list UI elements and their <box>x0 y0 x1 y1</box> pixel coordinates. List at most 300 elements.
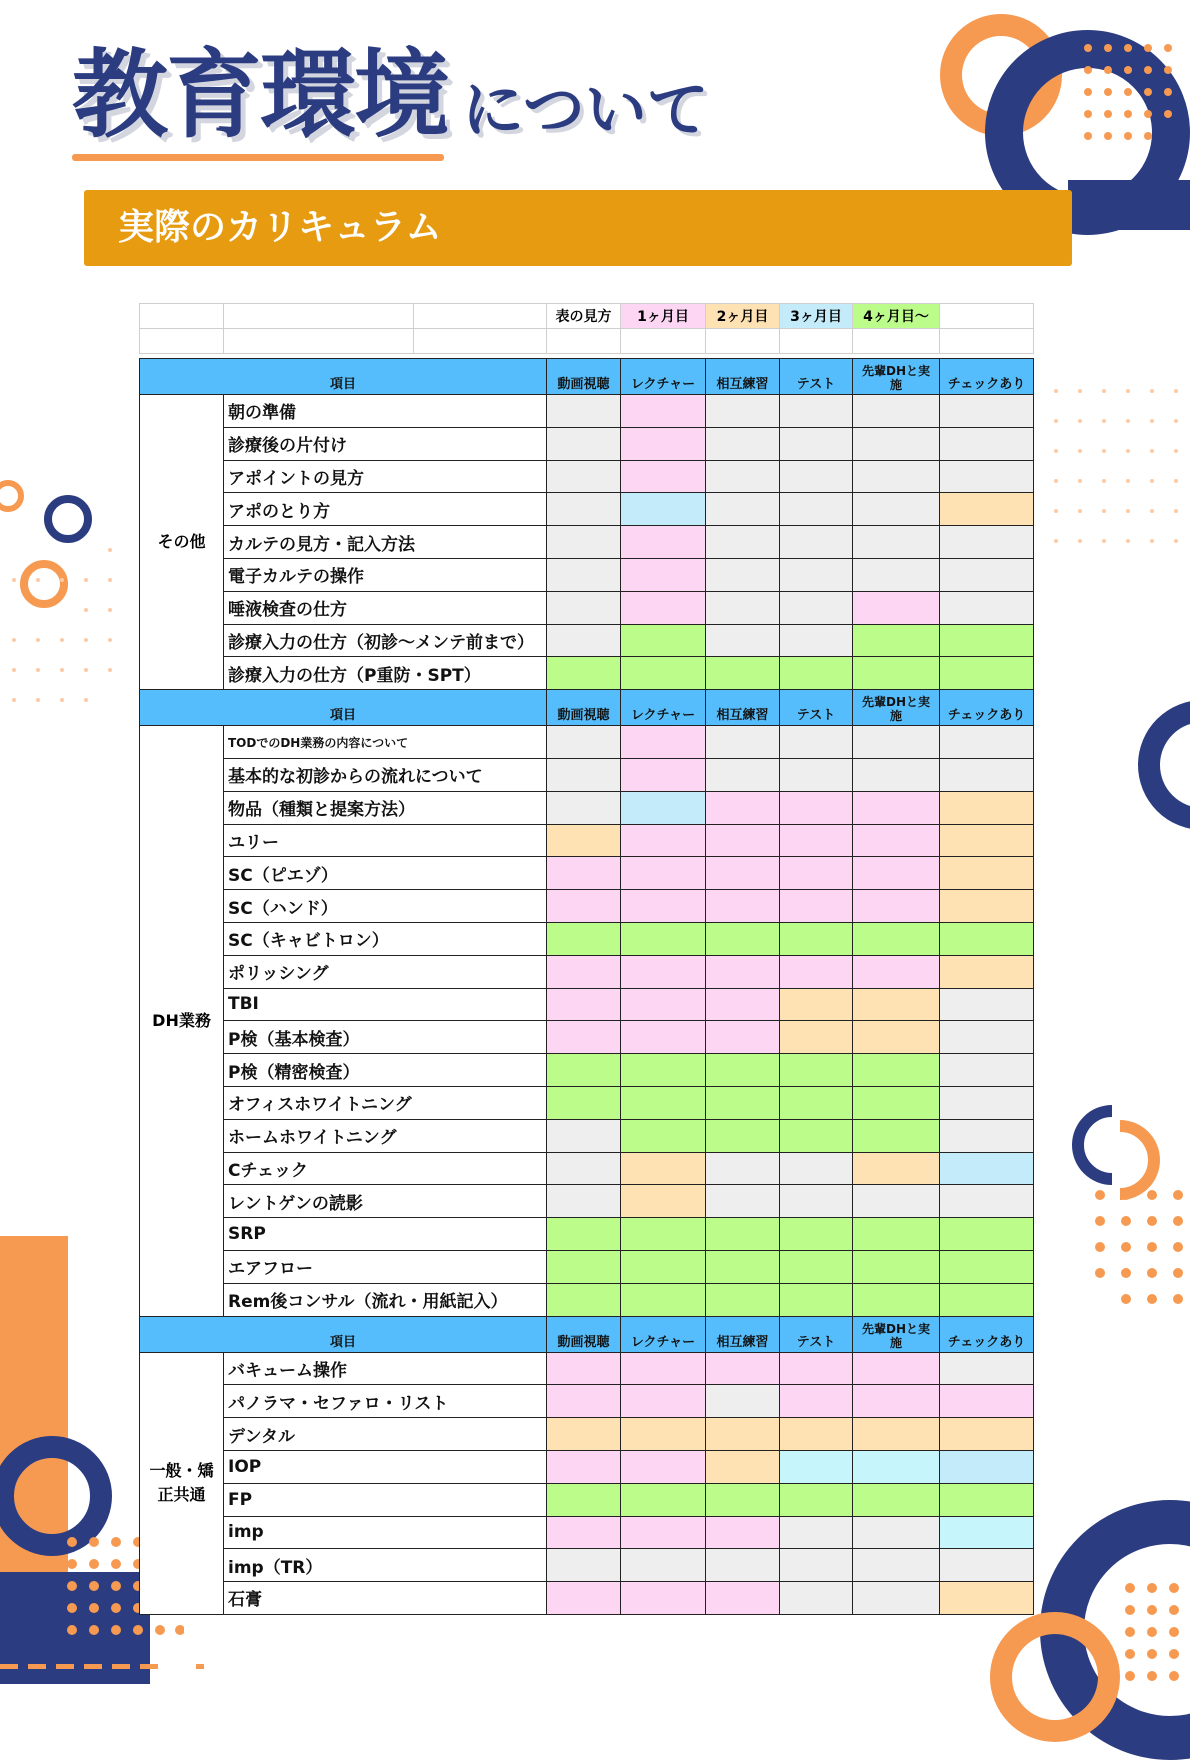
stage-cell <box>940 857 1034 890</box>
stage-cell <box>940 890 1034 923</box>
stage-cell <box>940 1119 1034 1152</box>
stage-cell <box>940 526 1034 559</box>
table-row <box>140 1152 1034 1185</box>
decor-dots-top <box>1080 40 1190 155</box>
stage-cell <box>780 791 853 824</box>
stage-cell <box>940 493 1034 526</box>
stage-cell <box>621 1185 706 1218</box>
item-label: エアフロー <box>224 1250 547 1283</box>
stage-cell <box>853 1582 940 1615</box>
stage-cell <box>940 1483 1034 1516</box>
stage-cell <box>853 791 940 824</box>
stage-cell <box>780 460 853 493</box>
legend-blank <box>414 329 547 354</box>
stage-cell <box>853 1054 940 1087</box>
stage-cell <box>621 791 706 824</box>
stage-cell <box>780 1352 853 1385</box>
section-banner <box>84 190 1072 266</box>
table-row <box>140 1352 1034 1385</box>
stage-cell <box>780 1549 853 1582</box>
stage-cell <box>706 1250 780 1283</box>
item-label: FP <box>224 1483 547 1516</box>
stage-cell <box>780 988 853 1021</box>
stage-cell <box>706 1352 780 1385</box>
stage-cell <box>940 1549 1034 1582</box>
stage-cell <box>940 1450 1034 1483</box>
stage-cell <box>547 1054 621 1087</box>
stage-cell <box>706 558 780 591</box>
stage-cell <box>706 395 780 428</box>
header-stage: チェックあり <box>940 690 1034 726</box>
stage-cell <box>853 1185 940 1218</box>
stage-cell <box>706 1450 780 1483</box>
stage-cell <box>853 1483 940 1516</box>
table-row <box>140 1086 1034 1119</box>
stage-cell <box>940 657 1034 690</box>
stage-cell <box>940 1250 1034 1283</box>
category-label: DH業務 <box>140 726 224 1316</box>
section-header-row <box>140 1316 1034 1352</box>
stage-cell <box>940 988 1034 1021</box>
stage-cell <box>706 1385 780 1418</box>
stage-cell <box>940 791 1034 824</box>
header-stage: 相互練習 <box>706 359 780 395</box>
item-label: オフィスホワイトニング <box>224 1086 547 1119</box>
stage-cell <box>547 1119 621 1152</box>
stage-cell <box>706 1021 780 1054</box>
stage-cell <box>780 1119 853 1152</box>
item-label: TBI <box>224 988 547 1021</box>
page-title-suffix: について <box>462 73 709 146</box>
stage-cell <box>780 558 853 591</box>
stage-cell <box>780 427 853 460</box>
stage-cell <box>853 988 940 1021</box>
table-row <box>140 922 1034 955</box>
decor-ring-navy-right-mid <box>1138 700 1190 830</box>
stage-cell <box>621 922 706 955</box>
item-label: IOP <box>224 1450 547 1483</box>
stage-cell <box>853 1352 940 1385</box>
stage-cell <box>706 1218 780 1251</box>
table-row <box>140 791 1034 824</box>
stage-cell <box>780 657 853 690</box>
stage-cell <box>780 1516 853 1549</box>
stage-cell <box>780 526 853 559</box>
table-row <box>140 988 1034 1021</box>
header-stage: 動画視聴 <box>547 359 621 395</box>
stage-cell <box>853 657 940 690</box>
item-label: パノラマ・セファロ・リスト <box>224 1385 547 1418</box>
stage-cell <box>940 726 1034 759</box>
item-label: アポのとり方 <box>224 493 547 526</box>
stage-cell <box>547 1250 621 1283</box>
stage-cell <box>780 726 853 759</box>
item-label: 診療後の片付け <box>224 427 547 460</box>
stage-cell <box>547 1385 621 1418</box>
stage-cell <box>621 1516 706 1549</box>
stage-cell <box>853 1218 940 1251</box>
table-row <box>140 1185 1034 1218</box>
item-label: 唾液検査の仕方 <box>224 591 547 624</box>
table-row <box>140 726 1034 759</box>
stage-cell <box>940 624 1034 657</box>
stage-cell <box>621 955 706 988</box>
item-label: 基本的な初診からの流れについて <box>224 758 547 791</box>
stage-cell <box>621 1450 706 1483</box>
stage-cell <box>853 1418 940 1451</box>
table-row <box>140 758 1034 791</box>
stage-cell <box>547 1185 621 1218</box>
stage-cell <box>706 1283 780 1316</box>
stage-cell <box>547 890 621 923</box>
stage-cell <box>547 526 621 559</box>
item-label: ユリー <box>224 824 547 857</box>
stage-cell <box>621 1418 706 1451</box>
stage-cell <box>853 1450 940 1483</box>
stage-cell <box>547 460 621 493</box>
stage-cell <box>780 1054 853 1087</box>
item-label: P検（基本検査） <box>224 1021 547 1054</box>
table-row <box>140 624 1034 657</box>
item-label: カルテの見方・記入方法 <box>224 526 547 559</box>
stage-cell <box>853 890 940 923</box>
header-stage: 相互練習 <box>706 1316 780 1352</box>
legend-blank <box>940 329 1034 354</box>
stage-cell <box>940 955 1034 988</box>
page-title: 教育環境 <box>72 39 448 151</box>
stage-cell <box>706 1086 780 1119</box>
stage-cell <box>706 857 780 890</box>
stage-cell <box>780 624 853 657</box>
stage-cell <box>706 1152 780 1185</box>
stage-cell <box>547 758 621 791</box>
stage-cell <box>547 1218 621 1251</box>
stage-cell <box>621 558 706 591</box>
table-row <box>140 955 1034 988</box>
header-stage: 相互練習 <box>706 690 780 726</box>
legend-blank <box>140 304 224 329</box>
stage-cell <box>547 1283 621 1316</box>
item-label: SC（ハンド） <box>224 890 547 923</box>
stage-cell <box>940 460 1034 493</box>
stage-cell <box>853 1250 940 1283</box>
stage-cell <box>706 726 780 759</box>
decor-dots-right-lower <box>1090 1185 1190 1325</box>
category-label: その他 <box>140 395 224 690</box>
stage-cell <box>706 1549 780 1582</box>
stage-cell <box>706 591 780 624</box>
item-label: SRP <box>224 1218 547 1251</box>
stage-cell <box>706 1119 780 1152</box>
stage-cell <box>547 427 621 460</box>
stage-cell <box>621 657 706 690</box>
stage-cell <box>853 1385 940 1418</box>
legend-blank <box>706 329 780 354</box>
stage-cell <box>853 955 940 988</box>
stage-cell <box>780 1483 853 1516</box>
table-row <box>140 1385 1034 1418</box>
stage-cell <box>853 857 940 890</box>
stage-cell <box>706 1516 780 1549</box>
legend-month: 1ヶ月目 <box>621 304 706 329</box>
item-label: デンタル <box>224 1418 547 1451</box>
stage-cell <box>780 1086 853 1119</box>
stage-cell <box>706 758 780 791</box>
stage-cell <box>940 922 1034 955</box>
stage-cell <box>621 1582 706 1615</box>
header-stage: テスト <box>780 690 853 726</box>
stage-cell <box>706 1054 780 1087</box>
stage-cell <box>940 1021 1034 1054</box>
item-label: 石膏 <box>224 1582 547 1615</box>
header-item: 項目 <box>140 359 547 395</box>
stage-cell <box>706 1483 780 1516</box>
stage-cell <box>853 1021 940 1054</box>
stage-cell <box>706 890 780 923</box>
stage-cell <box>780 1450 853 1483</box>
table-row <box>140 558 1034 591</box>
legend-key-label: 表の見方 <box>547 304 621 329</box>
item-label: アポイントの見方 <box>224 460 547 493</box>
stage-cell <box>706 1582 780 1615</box>
table-row <box>140 460 1034 493</box>
stage-cell <box>706 1185 780 1218</box>
item-label: 診療入力の仕方（P重防・SPT） <box>224 657 547 690</box>
stage-cell <box>940 1054 1034 1087</box>
item-label: 物品（種類と提案方法） <box>224 791 547 824</box>
stage-cell <box>940 591 1034 624</box>
stage-cell <box>547 988 621 1021</box>
stage-cell <box>621 1385 706 1418</box>
stage-cell <box>853 427 940 460</box>
stage-cell <box>547 955 621 988</box>
stage-cell <box>780 1218 853 1251</box>
legend-blank <box>547 329 621 354</box>
legend-blank <box>140 329 224 354</box>
stage-cell <box>940 1385 1034 1418</box>
item-label: 診療入力の仕方（初診〜メンテ前まで） <box>224 624 547 657</box>
item-label: P検（精密検査） <box>224 1054 547 1087</box>
stage-cell <box>621 726 706 759</box>
stage-cell <box>853 1086 940 1119</box>
stage-cell <box>621 395 706 428</box>
stage-cell <box>547 558 621 591</box>
stage-cell <box>853 395 940 428</box>
stage-cell <box>621 1283 706 1316</box>
stage-cell <box>621 591 706 624</box>
stage-cell <box>780 758 853 791</box>
section-header-row <box>140 359 1034 395</box>
legend-blank <box>780 329 853 354</box>
stage-cell <box>853 1516 940 1549</box>
stage-cell <box>940 1352 1034 1385</box>
stage-cell <box>780 493 853 526</box>
stage-cell <box>547 657 621 690</box>
header-stage: チェックあり <box>940 1316 1034 1352</box>
legend-row <box>140 304 1034 329</box>
stage-cell <box>853 493 940 526</box>
stage-cell <box>706 460 780 493</box>
stage-cell <box>780 1185 853 1218</box>
stage-cell <box>706 427 780 460</box>
stage-cell <box>853 460 940 493</box>
legend-blank <box>414 304 547 329</box>
stage-cell <box>547 591 621 624</box>
stage-cell <box>547 791 621 824</box>
decor-dash-line-bottom <box>0 1664 210 1672</box>
stage-cell <box>547 624 621 657</box>
stage-cell <box>780 857 853 890</box>
stage-cell <box>547 1450 621 1483</box>
stage-cell <box>780 955 853 988</box>
table-row <box>140 1218 1034 1251</box>
stage-cell <box>547 726 621 759</box>
stage-cell <box>940 558 1034 591</box>
stage-cell <box>853 1283 940 1316</box>
stage-cell <box>853 1152 940 1185</box>
stage-cell <box>940 1218 1034 1251</box>
stage-cell <box>940 824 1034 857</box>
stage-cell <box>706 922 780 955</box>
stage-cell <box>621 1086 706 1119</box>
stage-cell <box>780 1021 853 1054</box>
table-row <box>140 1549 1034 1582</box>
header-item: 項目 <box>140 690 547 726</box>
stage-cell <box>547 1086 621 1119</box>
stage-cell <box>621 460 706 493</box>
stage-cell <box>547 493 621 526</box>
stage-cell <box>547 1152 621 1185</box>
decor-dots-bottom-right <box>1120 1580 1190 1684</box>
legend-month: 4ヶ月目〜 <box>853 304 940 329</box>
stage-cell <box>621 1218 706 1251</box>
stage-cell <box>780 591 853 624</box>
stage-cell <box>940 1152 1034 1185</box>
item-label: ポリッシング <box>224 955 547 988</box>
item-label: SC（キャビトロン） <box>224 922 547 955</box>
item-label: imp（TR） <box>224 1549 547 1582</box>
stage-cell <box>780 395 853 428</box>
decor-ring-orange-bottom-right <box>990 1612 1120 1742</box>
stage-cell <box>547 1021 621 1054</box>
stage-cell <box>940 1185 1034 1218</box>
legend-blank <box>853 329 940 354</box>
decor-ring-orange-left-small <box>0 480 24 512</box>
stage-cell <box>853 1119 940 1152</box>
item-label: SC（ピエゾ） <box>224 857 547 890</box>
table-row <box>140 824 1034 857</box>
stage-cell <box>621 1549 706 1582</box>
table-row <box>140 1450 1034 1483</box>
stage-cell <box>621 1021 706 1054</box>
table-row <box>140 1021 1034 1054</box>
stage-cell <box>853 558 940 591</box>
stage-cell <box>853 758 940 791</box>
stage-cell <box>940 1418 1034 1451</box>
header-stage: レクチャー <box>621 359 706 395</box>
header-stage: チェックあり <box>940 359 1034 395</box>
stage-cell <box>780 890 853 923</box>
curriculum-table <box>139 303 1034 1615</box>
stage-cell <box>780 1283 853 1316</box>
stage-cell <box>706 1418 780 1451</box>
stage-cell <box>621 824 706 857</box>
item-label: ホームホワイトニング <box>224 1119 547 1152</box>
legend-blank <box>940 304 1034 329</box>
table-row <box>140 395 1034 428</box>
stage-cell <box>547 824 621 857</box>
stage-cell <box>706 988 780 1021</box>
item-label: imp <box>224 1516 547 1549</box>
legend-blank <box>224 304 414 329</box>
stage-cell <box>940 395 1034 428</box>
section-banner-label: 実際のカリキュラム <box>118 207 442 248</box>
table-row <box>140 1119 1034 1152</box>
stage-cell <box>853 922 940 955</box>
table-row <box>140 1516 1034 1549</box>
stage-cell <box>621 857 706 890</box>
stage-cell <box>621 890 706 923</box>
stage-cell <box>780 1418 853 1451</box>
stage-cell <box>621 758 706 791</box>
stage-cell <box>621 526 706 559</box>
header-stage: 先輩DHと実施 <box>853 359 940 395</box>
stage-cell <box>621 1152 706 1185</box>
header-stage: テスト <box>780 359 853 395</box>
stage-cell <box>780 922 853 955</box>
category-label: 一般・矯正共通 <box>140 1352 224 1614</box>
stage-cell <box>706 657 780 690</box>
header-stage: 動画視聴 <box>547 1316 621 1352</box>
stage-cell <box>621 988 706 1021</box>
stage-cell <box>621 1119 706 1152</box>
table-row <box>140 857 1034 890</box>
legend-blank-row <box>140 329 1034 354</box>
stage-cell <box>780 1152 853 1185</box>
item-label: TODでのDH業務の内容について <box>224 726 547 759</box>
stage-cell <box>547 1418 621 1451</box>
stage-cell <box>706 824 780 857</box>
item-label: Rem後コンサル（流れ・用紙記入） <box>224 1283 547 1316</box>
legend-month: 3ヶ月目 <box>780 304 853 329</box>
header-item: 項目 <box>140 1316 547 1352</box>
stage-cell <box>706 526 780 559</box>
stage-cell <box>706 493 780 526</box>
table-row <box>140 1250 1034 1283</box>
stage-cell <box>621 624 706 657</box>
stage-cell <box>940 427 1034 460</box>
decor-dots-right-light <box>1050 385 1190 585</box>
stage-cell <box>853 824 940 857</box>
table-row <box>140 1582 1034 1615</box>
table-row <box>140 591 1034 624</box>
header-stage: レクチャー <box>621 1316 706 1352</box>
stage-cell <box>940 1582 1034 1615</box>
header-stage: テスト <box>780 1316 853 1352</box>
stage-cell <box>547 1483 621 1516</box>
item-label: Cチェック <box>224 1152 547 1185</box>
table-row <box>140 1483 1034 1516</box>
stage-cell <box>853 1549 940 1582</box>
stage-cell <box>621 493 706 526</box>
table-row <box>140 890 1034 923</box>
legend-blank <box>224 329 414 354</box>
stage-cell <box>547 922 621 955</box>
table-row <box>140 1283 1034 1316</box>
decor-dots-left <box>0 540 120 720</box>
stage-cell <box>780 1250 853 1283</box>
stage-cell <box>706 791 780 824</box>
